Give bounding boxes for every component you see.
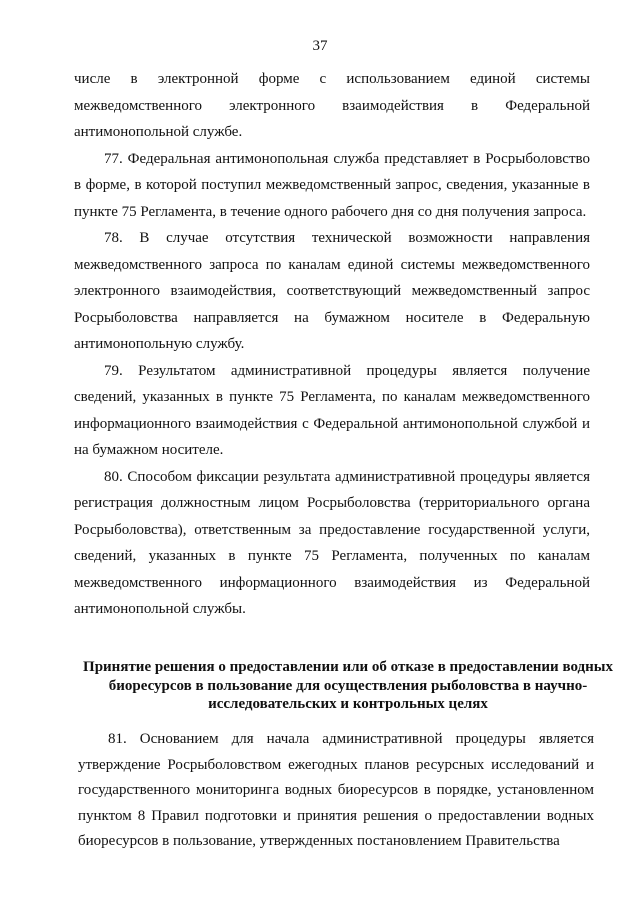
- paragraph-78: 78. В случае отсутствия технической возможности направления межведомственного запроса по каналам единой системы межведомственного электронного взаимодействия, соответствующий межведомственный запрос Росрыболовства направляется на бумажном носителе в Федеральную антимонопольную службу.: [74, 230, 590, 352]
- body-text: [74, 66, 590, 623]
- paragraph-77: 77. Федеральная антимонопольная служба представляет в Росрыболовство в форме, в которой поступил межведомственный запрос, сведения, указанные в пункте 75 Регламента, в течение одного рабочего дня со дня получения запроса.: [74, 150, 590, 220]
- paragraph-continuation: числе в электронной форме с использованием единой системы межведомственного электронного взаимодействия в Федеральной антимонопольной службе.: [74, 71, 590, 140]
- page-number: 37: [312, 38, 328, 54]
- paragraph-79: 79. Результатом административной процедуры является получение сведений, указанных в пункте 75 Регламента, по каналам межведомственного информационного взаимодействия с Федеральной антимонопольной службой и на бумажном носителе.: [74, 362, 590, 458]
- paragraph-80: 80. Способом фиксации результата административной процедуры является регистрация должностным лицом Росрыболовства (территориального органа Росрыболовства), ответственным за предоставление государственной услуги, сведений, указанных в пункте 75 Регламента, полученных по каналам межведомственного информационного взаимодействия из Федеральной антимонопольной службы.: [74, 468, 590, 617]
- section-heading: Принятие решения о предоставлении или об отказе в предоставлении водных биоресурсов в пользование для осуществления рыболовства в научно-исследовательских и контрольных целях: [83, 659, 613, 712]
- paragraph-81: 81. Основанием для начала административной процедуры является утверждение Росрыболовством ежегодных планов ресурсных исследований и государственного мониторинга водных биоресурсов в порядке, установленном пунктом 8 Правил подготовки и принятия решения о предоставлении водных биоресурсов в пользование, утвержденных постановлением Правительства: [78, 731, 594, 850]
